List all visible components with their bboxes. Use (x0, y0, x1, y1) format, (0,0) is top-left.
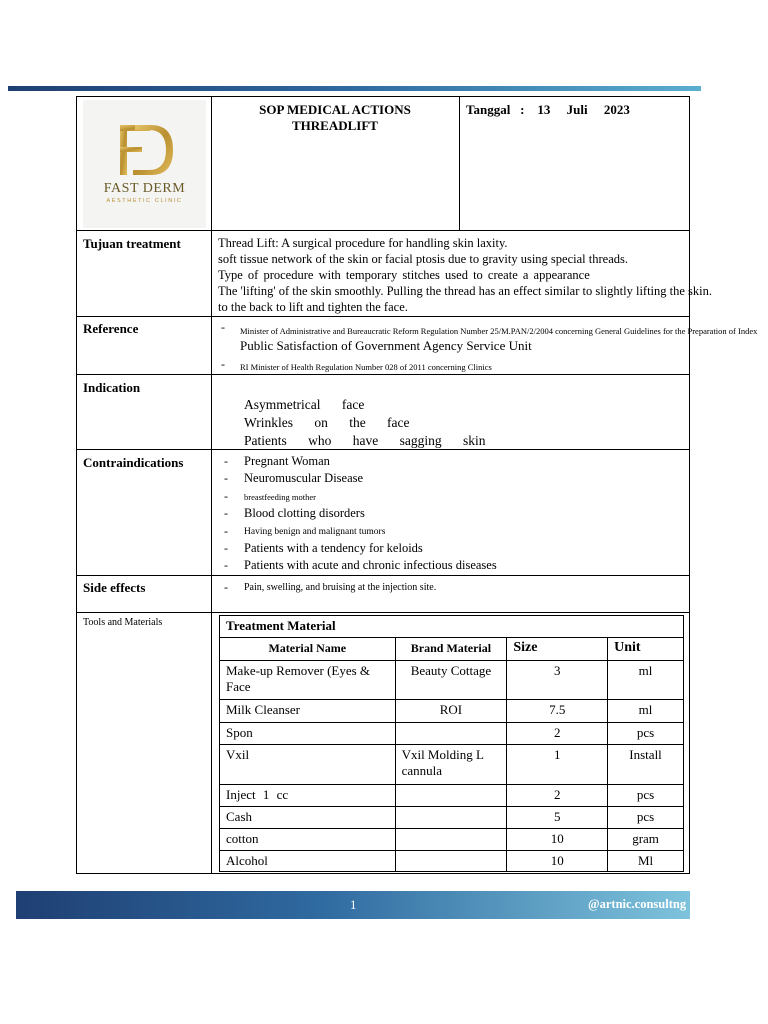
cell-unit: Install (608, 745, 684, 785)
logo-wordmark: FAST DERM (103, 181, 186, 196)
indication-label: Indication (83, 380, 141, 395)
cell-material: Alcohol (220, 851, 396, 872)
cell-size: 2 (507, 723, 608, 745)
header-size: Size (507, 638, 608, 661)
tujuan-line: Thread Lift: A surgical procedure for handling skin laxity. (218, 236, 508, 250)
bullet-dash: - (224, 454, 228, 468)
cell-brand (395, 851, 507, 872)
cell-material: Inject 1 cc (220, 785, 396, 807)
row-divider (76, 316, 690, 317)
tujuan-label: Tujuan treatment (83, 236, 181, 251)
top-accent-line (8, 86, 701, 91)
materials-caption: Treatment Material (220, 616, 684, 638)
bullet-dash: - (224, 558, 228, 572)
indication-item: Wrinkles on the face (244, 415, 410, 430)
bullet-dash: - (224, 489, 228, 503)
date-year: 2023 (603, 102, 630, 117)
bullet-dash: - (224, 541, 228, 555)
contra-item: breastfeeding mother (244, 492, 316, 502)
tujuan-line: to the back to lift and tighten the face. (218, 300, 408, 314)
row-divider (76, 449, 690, 450)
cell-size: 3 (507, 661, 608, 700)
logo-tagline: AESTHETIC CLINIC (106, 198, 183, 204)
date-separator: : (520, 102, 525, 117)
cell-material: Spon (220, 723, 396, 745)
table-row (220, 807, 684, 829)
cell-brand: Vxil Molding L cannula (395, 745, 507, 785)
row-divider (76, 230, 690, 231)
table-row (220, 723, 684, 745)
date-day: 13 (537, 102, 551, 117)
footer-handle: @artnic.consultng (588, 897, 687, 911)
side-effects-label: Side effects (83, 580, 146, 595)
cell-size: 7.5 (507, 700, 608, 723)
cell-brand (395, 723, 507, 745)
indication-item: Asymmetrical face (244, 397, 365, 412)
cell-size: 1 (507, 745, 608, 785)
title-line-2: THREADLIFT (292, 118, 378, 133)
reference-item-continued: Public Satisfaction of Government Agency Service Unit (240, 338, 532, 353)
document-title (212, 102, 458, 134)
table-row (220, 700, 684, 723)
cell-brand (395, 807, 507, 829)
table-row (220, 661, 684, 700)
page-number: 1 (350, 897, 357, 912)
cell-material: Cash (220, 807, 396, 829)
side-effects-text: Pain, swelling, and bruising at the injection site. (244, 582, 437, 593)
table-row (220, 785, 684, 807)
tools-materials-label: Tools and Materials (83, 617, 163, 628)
contra-item: Neuromuscular Disease (244, 471, 364, 485)
cell-brand: Beauty Cottage (395, 661, 507, 700)
row-divider (76, 612, 690, 613)
header-unit: Unit (608, 638, 684, 661)
cell-material: cotton (220, 829, 396, 851)
cell-unit: pcs (608, 785, 684, 807)
cell-unit: Ml (608, 851, 684, 872)
cell-unit: ml (608, 661, 684, 700)
table-row (220, 745, 684, 785)
contra-item: Having benign and malignant tumors (244, 527, 386, 537)
materials-table (219, 615, 684, 872)
date-month: Juli (566, 102, 588, 117)
contra-item: Patients with acute and chronic infectious diseases (244, 558, 497, 572)
title-line-1: SOP MEDICAL ACTIONS (259, 102, 411, 117)
fd-monogram-icon (83, 100, 206, 228)
cell-unit: pcs (608, 723, 684, 745)
bullet-dash: - (224, 524, 228, 538)
clinic-logo (83, 100, 206, 228)
cell-unit: ml (608, 700, 684, 723)
contraindications-label: Contraindications (83, 455, 184, 470)
bullet-dash: - (224, 471, 228, 485)
cell-size: 2 (507, 785, 608, 807)
bullet-dash: - (224, 580, 228, 594)
cell-unit: gram (608, 829, 684, 851)
table-row (220, 829, 684, 851)
indication-item: Patients who have sagging skin (244, 433, 486, 448)
date-label: Tanggal (466, 102, 511, 117)
reference-item: RI Minister of Health Regulation Number 028 of 2011 concerning Clinics (240, 362, 492, 372)
cell-size: 10 (507, 851, 608, 872)
cell-size: 10 (507, 829, 608, 851)
cell-brand (395, 785, 507, 807)
contra-item: Blood clotting disorders (244, 506, 365, 520)
bullet-dash: - (221, 320, 225, 334)
contra-item: Pregnant Woman (244, 454, 330, 468)
column-divider (211, 96, 212, 874)
cell-brand: ROI (395, 700, 507, 723)
date-field (466, 102, 630, 118)
reference-label: Reference (83, 321, 139, 336)
header-material-name: Material Name (220, 638, 396, 661)
bullet-dash: - (221, 357, 225, 371)
table-row (220, 851, 684, 872)
contra-item: Patients with a tendency for keloids (244, 541, 423, 555)
tujuan-line: soft tissue network of the skin or facial ptosis due to gravity using special threads. (218, 252, 628, 266)
cell-brand (395, 829, 507, 851)
cell-material: Vxil (220, 745, 396, 785)
cell-material: Milk Cleanser (220, 700, 396, 723)
cell-size: 5 (507, 807, 608, 829)
tujuan-line: Type of procedure with temporary stitches used to create a appearance (218, 268, 590, 282)
reference-item: Minister of Administrative and Bureaucratic Reform Regulation Number 25/M.PAN/2/2004 concerning General Guidelines for the Preparation of Index (240, 326, 758, 336)
cell-unit: pcs (608, 807, 684, 829)
header-brand: Brand Material (395, 638, 507, 661)
materials-table-wrapper (219, 615, 684, 874)
header-divider (459, 96, 460, 230)
bullet-dash: - (224, 506, 228, 520)
row-divider (76, 575, 690, 576)
cell-material: Make-up Remover (Eyes & Face (220, 661, 396, 700)
tujuan-line: The 'lifting' of the skin smoothly. Pulling the thread has an effect similar to slightly lifting the skin. (218, 284, 713, 298)
